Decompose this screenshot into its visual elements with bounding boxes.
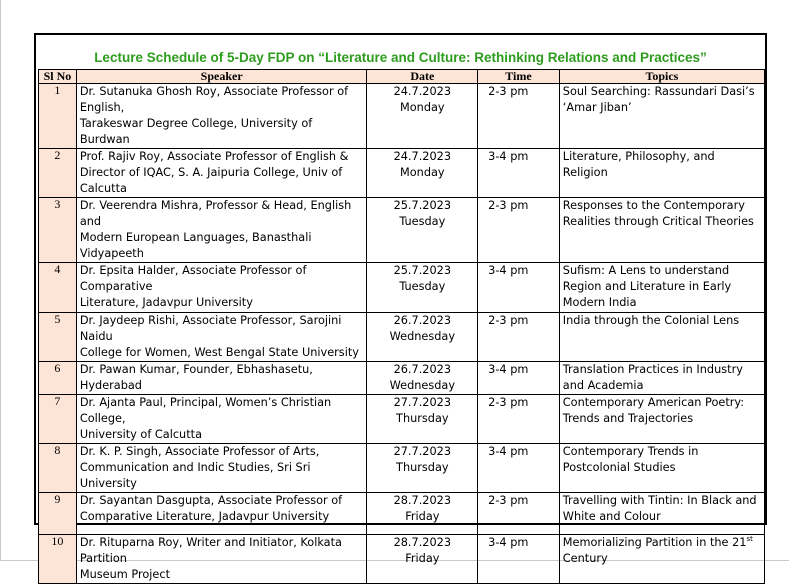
topic-line: [563, 395, 761, 411]
sl-no-cell: 2: [39, 149, 77, 198]
topic-text: Travelling with Tintin: In Black and: [562, 494, 757, 507]
sl-no-cell: 3: [39, 198, 77, 263]
time-cell: 3-4 pm: [478, 535, 560, 584]
topic-line: [563, 493, 761, 509]
date-value: 27.7.2023: [393, 396, 452, 409]
header-sl-no: Sl No: [39, 70, 77, 84]
time-cell: 3-4 pm: [478, 263, 560, 313]
speaker-line: Director of IQAC, S. A. Jaipuria College, Univ of Calcutta: [79, 166, 343, 195]
date-value: 25.7.2023: [393, 264, 452, 277]
day-value: Monday: [400, 166, 445, 179]
topic-line: [563, 198, 761, 214]
speaker-line: Dr. Epsita Halder, Associate Professor of Comparative: [79, 264, 307, 293]
topic-cell: [559, 362, 764, 395]
topic-text: Literature, Philosophy, and Religion: [562, 150, 715, 179]
topic-text: Sufism: A Lens to understand: [562, 264, 730, 277]
topic-cell: [559, 493, 764, 535]
speaker-line: Dr. Sayantan Dasgupta, Associate Professor of: [79, 494, 343, 507]
table-row: [39, 395, 765, 444]
time-cell: 3-4 pm: [478, 444, 560, 493]
speaker-line: Dr. Ajanta Paul, Principal, Women’s Christian College,: [79, 396, 332, 425]
date-value: 26.7.2023: [393, 363, 452, 376]
topic-line: [563, 313, 761, 329]
date-value: 28.7.2023: [393, 536, 452, 549]
speaker-line: Prof. Rajiv Roy, Associate Professor of English &: [79, 150, 349, 163]
sl-no-cell: 5: [39, 313, 77, 362]
speaker-cell: [76, 263, 367, 313]
speaker-cell: [76, 84, 367, 149]
topic-cell: [559, 535, 764, 584]
document-title: Lecture Schedule of 5-Day FDP on “Literature and Culture: Rethinking Relations and Practices”: [94, 50, 707, 65]
sl-no-cell: 6: [39, 362, 77, 395]
schedule-table: [38, 69, 765, 584]
topic-text: Contemporary American Poetry:: [562, 396, 745, 409]
sl-no-cell: 1: [39, 84, 77, 149]
day-value: Wednesday: [389, 330, 456, 343]
time-cell: 2-3 pm: [478, 395, 560, 444]
table-row: [39, 198, 765, 263]
header-time: Time: [478, 70, 560, 84]
day-value: Monday: [400, 101, 445, 114]
day-value: Tuesday: [399, 280, 446, 293]
table-row: [39, 313, 765, 362]
date-cell: [367, 395, 478, 444]
speaker-cell: [76, 198, 367, 263]
table-row: [39, 84, 765, 149]
speaker-cell: [76, 535, 367, 584]
time-cell: 3-4 pm: [478, 149, 560, 198]
topic-text: Translation Practices in Industry: [562, 363, 743, 376]
table-row: [39, 149, 765, 198]
speaker-cell: [76, 395, 367, 444]
speaker-line: Modern European Languages, Banasthali Vidyapeeth: [79, 231, 312, 260]
sl-no-cell: 8: [39, 444, 77, 493]
sl-no-cell: 10: [39, 535, 77, 584]
date-cell: [367, 198, 478, 263]
time-cell: 3-4 pm: [478, 362, 560, 395]
topic-line: [563, 535, 761, 551]
topic-line: White and Colour: [562, 510, 661, 523]
date-value: 25.7.2023: [393, 199, 452, 212]
date-cell: [367, 535, 478, 584]
time-cell: 2-3 pm: [478, 198, 560, 263]
table-row: [39, 263, 765, 313]
document-frame: [34, 33, 767, 581]
date-cell: [367, 444, 478, 493]
topic-cell: [559, 149, 764, 198]
topic-line: Postcolonial Studies: [562, 461, 676, 474]
topic-text: Soul Searching: Rassundari Dasi’s: [562, 85, 755, 98]
day-value: Wednesday: [389, 379, 456, 392]
topic-line: Region and Literature in Early: [562, 280, 732, 293]
topic-cell: [559, 84, 764, 149]
topic-cell: [559, 395, 764, 444]
topic-text: Responses to the Contemporary: [562, 199, 745, 212]
date-cell: [367, 149, 478, 198]
day-value: Thursday: [396, 412, 449, 425]
time-cell: 2-3 pm: [478, 313, 560, 362]
topic-line: Century: [562, 552, 608, 565]
date-cell: [367, 263, 478, 313]
speaker-cell: [76, 149, 367, 198]
time-cell: 2-3 pm: [478, 493, 560, 535]
topic-text: India through the Colonial Lens: [562, 314, 740, 327]
speaker-line: Comparative Literature, Jadavpur University: [79, 510, 330, 523]
topic-text: Contemporary Trends in: [562, 445, 699, 458]
topic-line: Trends and Trajectories: [562, 412, 694, 425]
table-row: [39, 493, 765, 535]
speaker-line: University of Calcutta: [79, 428, 203, 441]
day-value: Friday: [405, 552, 440, 565]
speaker-line: College for Women, West Bengal State University: [79, 346, 359, 359]
time-cell: 2-3 pm: [478, 84, 560, 149]
topic-text: Memorializing Partition in the 21: [562, 536, 747, 549]
table-row: [39, 362, 765, 395]
table-row: [39, 444, 765, 493]
sl-no-cell: 4: [39, 263, 77, 313]
topic-line: [563, 362, 761, 378]
speaker-line: Dr. Sutanuka Ghosh Roy, Associate Professor of English,: [79, 85, 349, 114]
date-cell: [367, 84, 478, 149]
topic-line: ‘Amar Jiban’: [562, 101, 632, 114]
topic-line: [563, 444, 761, 460]
speaker-line: Communication and Indic Studies, Sri Sri University: [79, 461, 311, 490]
date-cell: [367, 362, 478, 395]
topic-cell: [559, 444, 764, 493]
date-cell: [367, 493, 478, 535]
table-row: [39, 535, 765, 584]
day-value: Tuesday: [399, 215, 446, 228]
topic-line: [563, 149, 761, 181]
sl-no-cell: 9: [39, 493, 77, 535]
topic-line: Modern India: [562, 296, 637, 309]
speaker-cell: [76, 362, 367, 395]
speaker-line: Dr. Pawan Kumar, Founder, Ebhashasetu, Hyderabad: [79, 363, 313, 392]
topic-line: and Academia: [562, 379, 644, 392]
date-value: 24.7.2023: [393, 150, 452, 163]
sl-no-cell: 7: [39, 395, 77, 444]
day-value: Thursday: [396, 461, 449, 474]
date-value: 28.7.2023: [393, 494, 452, 507]
date-value: 27.7.2023: [393, 445, 452, 458]
header-topics: Topics: [559, 70, 764, 84]
topic-superscript: st: [746, 535, 753, 544]
speaker-line: Dr. Veerendra Mishra, Professor & Head, English and: [79, 199, 352, 228]
header-date: Date: [367, 70, 478, 84]
topic-line: [563, 263, 761, 279]
day-value: Friday: [405, 510, 440, 523]
header-row: [39, 70, 765, 84]
date-value: 24.7.2023: [393, 85, 452, 98]
topic-line: Realities through Critical Theories: [562, 215, 754, 228]
topic-cell: [559, 198, 764, 263]
topic-line: [563, 84, 761, 100]
speaker-cell: [76, 444, 367, 493]
speaker-line: Dr. K. P. Singh, Associate Professor of Arts,: [79, 445, 320, 458]
speaker-line: Literature, Jadavpur University: [79, 296, 253, 309]
speaker-cell: [76, 313, 367, 362]
header-speaker: Speaker: [76, 70, 367, 84]
speaker-line: Dr. Jaydeep Rishi, Associate Professor, Sarojini Naidu: [79, 314, 342, 343]
date-value: 26.7.2023: [393, 314, 452, 327]
speaker-line: Museum Project: [79, 568, 170, 581]
topic-cell: [559, 313, 764, 362]
speaker-line: Tarakeswar Degree College, University of Burdwan: [79, 117, 313, 146]
date-cell: [367, 313, 478, 362]
topic-cell: [559, 263, 764, 313]
speaker-cell: [76, 493, 367, 535]
speaker-line: Dr. Rituparna Roy, Writer and Initiator, Kolkata Partition: [79, 536, 342, 565]
